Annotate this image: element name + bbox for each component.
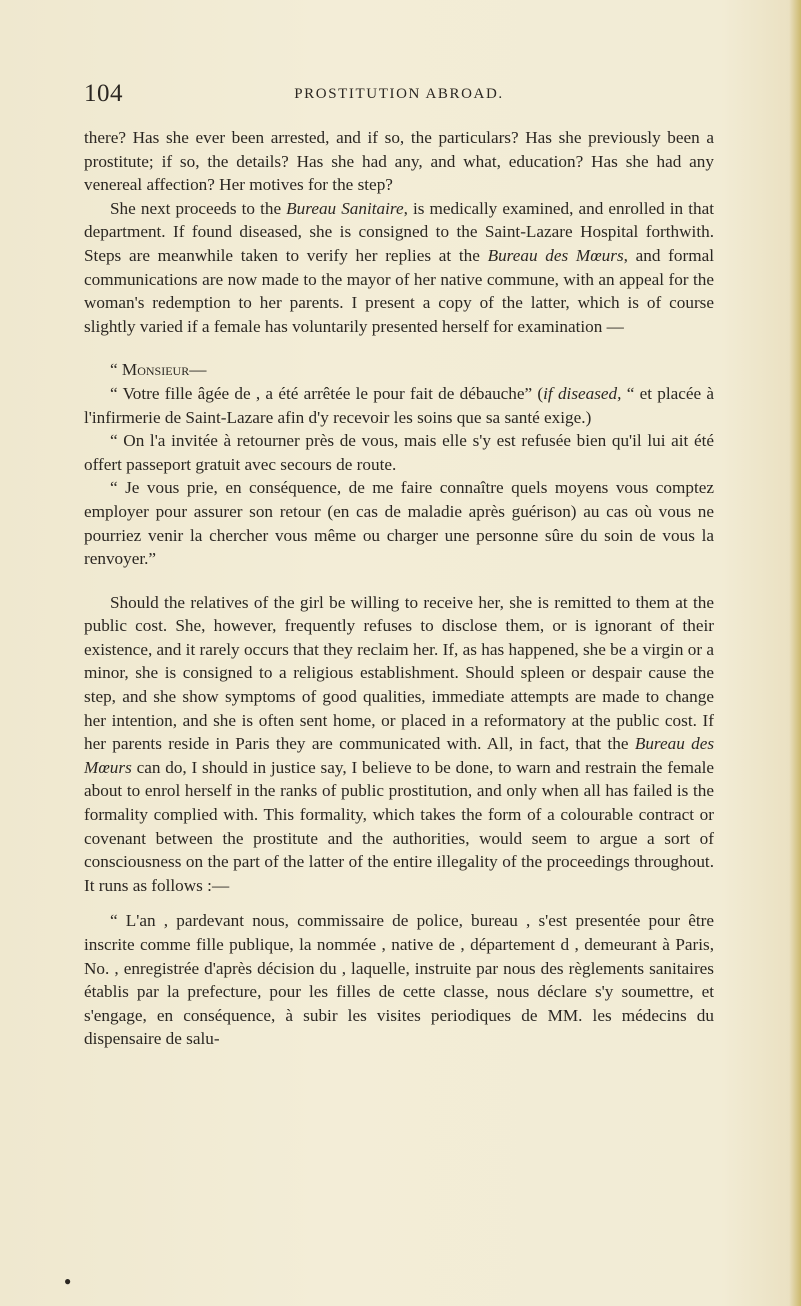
letter-paragraph-1: “ Votre fille âgée de , a été arrêtée le pour fait de débauche” (if diseased, “ et placée à l'infirmerie de Saint-Lazare afin d'y recevoir les soins que sa santé exige.) bbox=[84, 383, 714, 427]
paragraph-relatives: Should the relatives of the girl be willing to receive her, she is remitted to them at the public cost. She, however, frequently refuses to disclose them, or is ignorant of their existence, and it rarely occurs that they reclaim her. If, as has happened, she be a virgin or a minor, she is consigned to a religious establishment. Should spleen or despair cause the step, and she show symptoms of good qualities, immediate attempts are made to change her intention, and she is often sent home, or placed in a reformatory at the public cost. If her parents reside in Paris they are communicated with. All, in fact, that the Bureau des Mœurs can do, I should in justice say, I believe to be done, to warn and restrain the female about to enrol herself in the ranks of public prostitution, and only when all has failed is the formality complied with. This formality, which takes the form of a colourable contract or covenant between the prostitute and the authorities, would seem to argue a sort of consciousness on the part of the latter of the entire illegality of the proceedings throughout. It runs as follows :— bbox=[84, 592, 715, 895]
letter-to-mayor bbox=[84, 358, 714, 570]
bureau-des-moeurs: Bureau des Mœurs bbox=[487, 245, 624, 265]
paragraph-procedure: She next proceeds to the Bureau Sanitaire, is medically examined, and enrolled in that department. If found diseased, she is consigned to the Saint-Lazare Hospital forthwith. Steps are meanwhile taken to verify her replies at the Bureau des Mœurs, and formal communications are now made to the mayor of her native commune, with an appeal for the woman's redemption to her parents. I present a copy of the latter, which is of course slightly varied if a female has voluntarily presented herself for examination — bbox=[84, 198, 714, 336]
body-text bbox=[84, 126, 714, 1051]
paragraph-contract-form: “ L'an , pardevant nous, commissaire de police, bureau , s'est presentée pour être inscrite comme fille publique, la nommée , native de , département d , demeurant à Paris, No. , enregistrée d'après décision du , laquelle, instruite par nous des règlements sanitaires établis par la prefecture, pour les filles de cette classe, nous déclare s'y soumettre, et s'engage, en conséquence, à subir les visites periodiques de MM. les médecins du dispensaire de salu- bbox=[84, 911, 714, 1049]
margin-mark: ● bbox=[64, 1274, 72, 1288]
running-title: PROSTITUTION ABROAD. bbox=[294, 86, 504, 102]
letter-salutation: “ Monsieur— bbox=[110, 360, 207, 380]
page-number: 104 bbox=[84, 80, 123, 107]
letter-paragraph-2: “ On l'a invitée à retourner près de vous, mais elle s'y est refusée bien qu'il lui ait été offert passeport gratuit avec secours de route. bbox=[84, 431, 714, 474]
page-header bbox=[84, 80, 714, 116]
paragraph-questions: there? Has she ever been arrested, and if so, the particulars? Has she previously been a prostitute; if so, the details? Has she had any, and what, education? Has she had any venereal affection? Her motives for the step? bbox=[84, 128, 714, 195]
bureau-sanitaire: Bureau Sanitaire bbox=[286, 198, 404, 218]
page-edge bbox=[789, 0, 801, 1306]
bureau-des-moeurs-2: Bureau des Mœurs bbox=[84, 734, 715, 777]
letter-paragraph-3: “ Je vous prie, en conséquence, de me faire connaître quels moyens vous comptez employer pour assurer son retour (en cas de maladie après guérison) au cas où vous ne pourriez venir la chercher vous même ou charger une personne sûre du soin de vous la renvoyer.” bbox=[84, 478, 714, 569]
